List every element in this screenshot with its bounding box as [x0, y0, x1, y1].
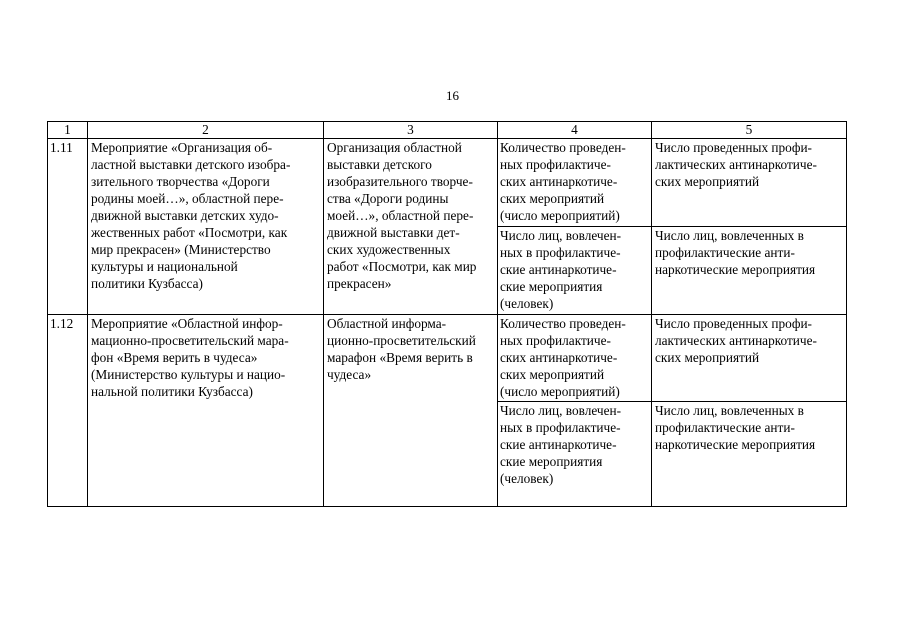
column-header-2: 2 [88, 122, 324, 139]
indicator-definition-cell: Число лиц, вовлеченных в профилактические анти- наркотические мероприятия [652, 227, 847, 315]
description-cell: Областной информа- ционно-просветительский марафон «Время верить в чудеса» [324, 315, 498, 507]
indicator-definition-cell: Число лиц, вовлеченных в профилактические анти- наркотические мероприятия [652, 402, 847, 507]
column-header-5: 5 [652, 122, 847, 139]
column-header-4: 4 [498, 122, 652, 139]
column-header-1: 1 [48, 122, 88, 139]
indicator-name-cell: Число лиц, вовлечен- ных в профилактиче- ские антинаркотиче- ские мероприятия (человек) [498, 227, 652, 315]
table-row [48, 139, 847, 227]
row-number: 1.11 [48, 139, 88, 315]
description-cell: Организация областной выставки детского изобразительного творче- ства «Дороги родины моей…», областной пере- движной выставки дет- ских художественных работ «Посмотри, как мир прекрасен» [324, 139, 498, 315]
indicator-definition-cell: Число проведенных профи- лактических антинаркотиче- ских мероприятий [652, 315, 847, 402]
indicator-name-cell: Количество проведен- ных профилактиче- ских антинаркотиче- ских мероприятий (число мероприятий) [498, 315, 652, 402]
row-number: 1.12 [48, 315, 88, 507]
page-number: 16 [446, 88, 459, 103]
indicator-name-cell: Количество проведен- ных профилактиче- ских антинаркотиче- ских мероприятий (число мероприятий) [498, 139, 652, 227]
column-header-3: 3 [324, 122, 498, 139]
event-cell: Мероприятие «Областной инфор- мационно-просветительский мара- фон «Время верить в чудеса» (Министерство культуры и нацио- нальной политики Кузбасса) [88, 315, 324, 507]
measures-table [47, 121, 847, 507]
table-row [48, 315, 847, 402]
table-header-row [48, 122, 847, 139]
event-cell: Мероприятие «Организация об- ластной выставки детского изобра- зительного творчества «Дороги родины моей…», областной пере- движной выставки детских худо- жественных работ «Посмотри, как мир прекрасен» (Министерство культуры и национальной политики Кузбасса) [88, 139, 324, 315]
indicator-name-cell: Число лиц, вовлечен- ных в профилактиче- ские антинаркотиче- ские мероприятия (человек) [498, 402, 652, 507]
indicator-definition-cell: Число проведенных профи- лактических антинаркотиче- ских мероприятий [652, 139, 847, 227]
